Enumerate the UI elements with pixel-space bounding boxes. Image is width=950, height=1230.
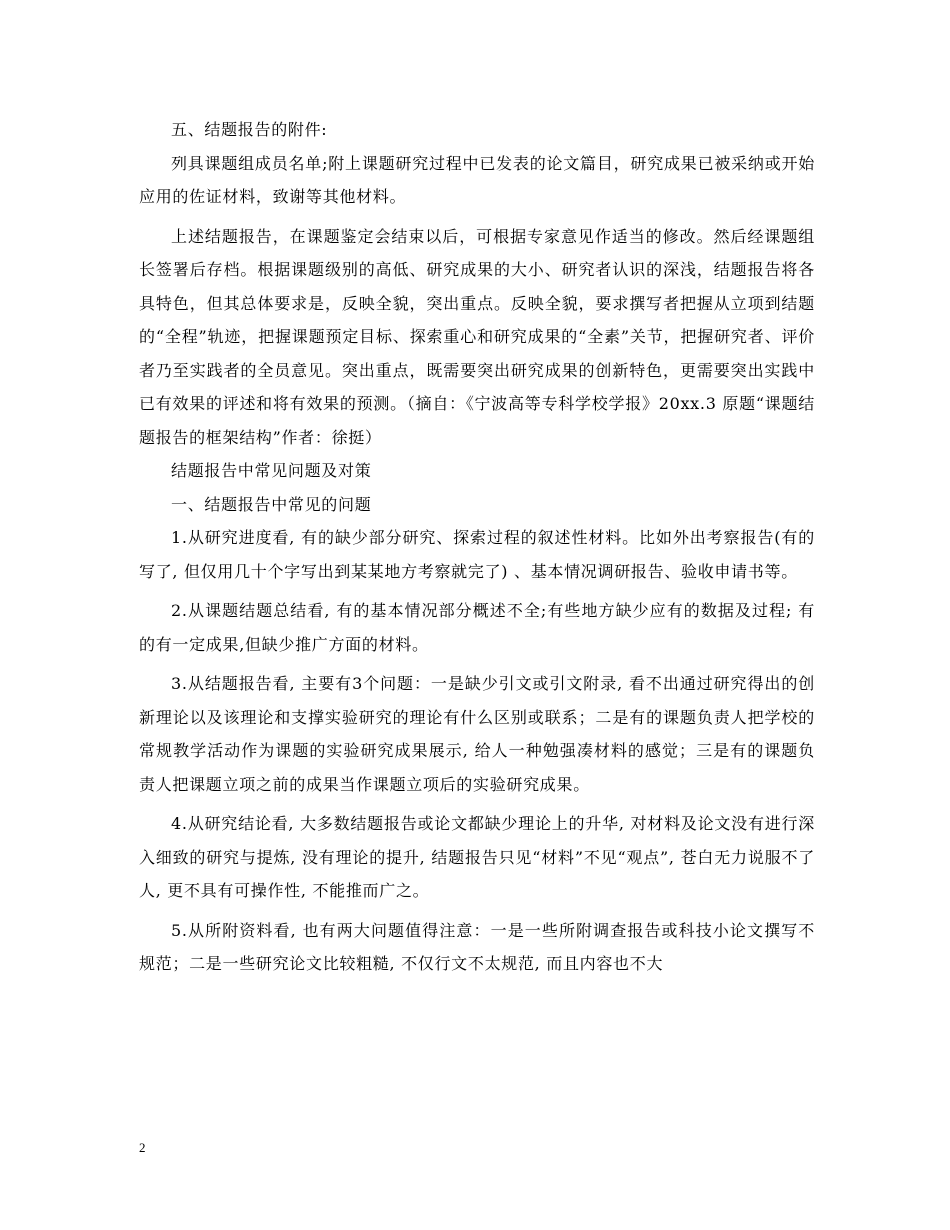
section-heading-appendix: 五、结题报告的附件: <box>171 120 328 139</box>
paragraph-report-revision: 上述结题报告，在课题鉴定会结束以后，可根据专家意见作适当的修改。然后经课题组长签署后存档。根据课题级别的高低、研究成果的大小、研究者认识的深浅，结题报告将各具特色，但其总体要求是，反映全貌，突出重点。反映全貌，要求撰写者把握从立项到结题的“全程”轨迹，把握课题预定目标、探索重心和研究成果的“全素”关节，把握研究者、评价者乃至实践者的全员意见。突出重点，既需要突出研究成果的创新特色，更需要突出实践中已有效果的评述和将有效果的预测。（摘自：《宁波高等专科学校学报》20xx.3 原题“课题结题报告的框架结构”作者：徐挺） <box>139 226 815 447</box>
page-number: 2 <box>139 1140 146 1155</box>
list-item-problem-3: 3.从结题报告看, 主要有3个问题：一是缺少引文或引文附录, 看不出通过研究得出的创新理论以及该理论和支撑实验研究的理论有什么区别或联系；二是有的课题负责人把学校的常规教学活动作为课题的实验研究成果展示, 给人一种勉强凑材料的感觉；三是有的课题负责人把课题立项之前的成果当作课题立项后的实验研究成果。 <box>139 674 815 794</box>
list-item-problem-2: 2.从课题结题总结看, 有的基本情况部分概述不全;有些地方缺少应有的数据及过程; 有的有一定成果,但缺少推广方面的材料。 <box>139 601 815 654</box>
section-heading-common-problems: 结题报告中常见问题及对策 <box>171 461 372 480</box>
subsection-heading-problems: 一、结题报告中常见的问题 <box>171 494 372 514</box>
document-body <box>139 113 815 981</box>
list-item-problem-4: 4.从研究结论看, 大多数结题报告或论文都缺少理论上的升华, 对材料及论文没有进行深入细致的研究与提炼, 没有理论的提升, 结题报告只见“材料”不见“观点”, 苍白无力说服不了人, 更不具有可操作性, 不能推而广之。 <box>139 814 815 900</box>
list-item-problem-5: 5.从所附资料看, 也有两大问题值得注意：一是一些所附调查报告或科技小论文撰写不规范；二是一些研究论文比较粗糙, 不仅行文不太规范, 而且内容也不大 <box>139 920 815 973</box>
paragraph-appendix-list: 列具课题组成员名单;附上课题研究过程中已发表的论文篇目，研究成果已被采纳或开始应用的佐证材料，致谢等其他材料。 <box>139 153 815 206</box>
list-item-problem-1: 1.从研究进度看, 有的缺少部分研究、探索过程的叙述性材料。比如外出考察报告(有的写了, 但仅用几十个字写出到某某地方考察就完了) 、基本情况调研报告、验收申请书等。 <box>139 528 815 581</box>
